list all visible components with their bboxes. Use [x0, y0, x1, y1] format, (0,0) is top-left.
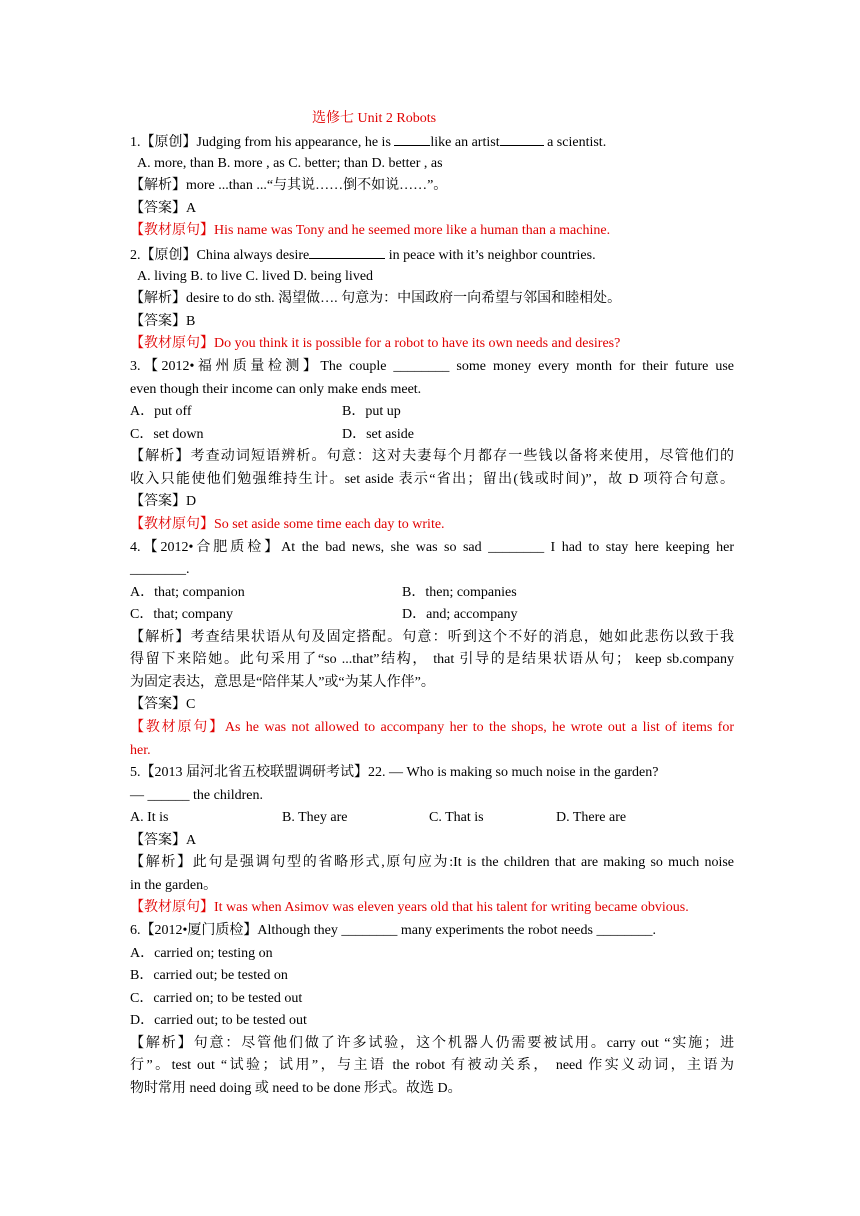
question-4-answer: 【答案】C — [130, 697, 196, 712]
question-3-answer: 【答案】D — [130, 494, 197, 509]
question-6-analysis-line3: 物时常用 need doing 或 need to be done 形式。故选 D。 — [130, 1081, 462, 1096]
question-5-stem-line1: 5.【2013 届河北省五校联盟调研考试】22. — Who is making so much noise in the garden? — [130, 765, 659, 780]
question-2-options: A. living B. to live C. lived D. being lived — [137, 269, 374, 284]
question-1-answer: 【答案】A — [130, 201, 197, 216]
question-5-option-a: A. It is — [130, 810, 169, 825]
question-4-stem-line1: 4.【2012•合肥质检】At the bad news, she was so sad ________ I had to stay here keeping her — [130, 540, 734, 555]
question-1-analysis: 【解析】more ...than ...“与其说……倒不如说……”。 — [130, 178, 448, 193]
question-4-source-line1: 【教材原句】As he was not allowed to accompany her to the shops, he wrote out a list of items for — [130, 720, 734, 735]
question-4-option-c: C．that; company — [130, 607, 234, 622]
question-2-analysis: 【解析】desire to do sth. 渴望做…. 句意为：中国政府一向希望与邻国和睦相处。 — [130, 291, 622, 306]
question-4-source-line2: her. — [130, 743, 151, 758]
question-3-option-d: D．set aside — [342, 427, 414, 442]
question-5-option-b: B. They are — [282, 810, 348, 825]
question-1-stem: 1.【原创】Judging from his appearance, he is like an artist a scientist. — [130, 131, 734, 153]
question-1-source: 【教材原句】His name was Tony and he seemed more like a human than a machine. — [130, 223, 611, 238]
question-4-option-a: A．that; companion — [130, 585, 245, 600]
question-1-options: A. more, than B. more , as C. better; than D. better , as — [137, 156, 443, 171]
question-3-analysis-line1: 【解析】考查动词短语辨析。句意：这对夫妻每个月都存一些钱以备将来使用，尽管他们的 — [130, 449, 734, 464]
question-4-option-d: D．and; accompany — [402, 607, 518, 622]
question-6-option-b: B．carried out; be tested on — [130, 968, 288, 983]
question-5-answer: 【答案】A — [130, 833, 197, 848]
question-2-stem: 2.【原创】China always desire in peace with it’s neighbor countries. — [130, 244, 734, 266]
question-5-analysis-line2: in the garden。 — [130, 878, 218, 893]
question-2-answer: 【答案】B — [130, 314, 196, 329]
question-3-source: 【教材原句】So set aside some time each day to write. — [130, 517, 445, 532]
question-4-stem-line2: ________. — [130, 562, 190, 577]
question-3-stem-line1: 3.【2012•福州质量检测】The couple ________ some money every month for their future use — [130, 359, 734, 374]
question-3-stem-line2: even though their income can only make ends meet. — [130, 382, 422, 397]
question-3-option-a: A．put off — [130, 404, 192, 419]
question-6-option-d: D．carried out; to be tested out — [130, 1013, 307, 1028]
question-3-option-c: C．set down — [130, 427, 204, 442]
question-3-option-b: B．put up — [342, 404, 401, 419]
question-4-analysis-line3: 为固定表达，意思是“陪伴某人”或“为某人作伴”。 — [130, 675, 435, 690]
question-3-analysis-line2: 收入只能使他们勉强维持生计。set aside 表示“省出；留出(钱或时间)”，故 D 项符合句意。 — [130, 472, 734, 487]
question-5-option-d: D. There are — [556, 810, 627, 825]
question-5-option-c: C. That is — [429, 810, 484, 825]
question-5-stem-line2: — ______ the children. — [130, 788, 263, 803]
question-6-analysis-line2: 行”。test out “试验；试用”，与主语 the robot 有被动关系， need 作实义动词，主语为 — [130, 1058, 734, 1073]
question-6-analysis-line1: 【解析】句意：尽管他们做了许多试验，这个机器人仍需要被试用。carry out “实施；进 — [130, 1036, 734, 1051]
question-6-option-a: A．carried on; testing on — [130, 946, 273, 961]
question-6-stem: 6.【2012•厦门质检】Although they ________ many experiments the robot needs ________. — [130, 923, 656, 938]
question-5-analysis-line1: 【解析】此句是强调句型的省略形式,原句应为:It is the children that are making so much noise — [130, 855, 734, 870]
question-2-source: 【教材原句】Do you think it is possible for a robot to have its own needs and desires? — [130, 336, 621, 351]
question-4-analysis-line1: 【解析】考查结果状语从句及固定搭配。句意：听到这个不好的消息，她如此悲伤以致于我 — [130, 630, 734, 645]
question-6-option-c: C．carried on; to be tested out — [130, 991, 303, 1006]
question-4-analysis-line2: 得留下来陪她。此句采用了“so ...that”结构， that 引导的是结果状语从句； keep sb.company — [130, 652, 734, 667]
question-5-source: 【教材原句】It was when Asimov was eleven years old that his talent for writing became obvious. — [130, 900, 689, 915]
question-4-option-b: B．then; companies — [402, 585, 517, 600]
page-title: 选修七 Unit 2 Robots — [312, 111, 437, 126]
